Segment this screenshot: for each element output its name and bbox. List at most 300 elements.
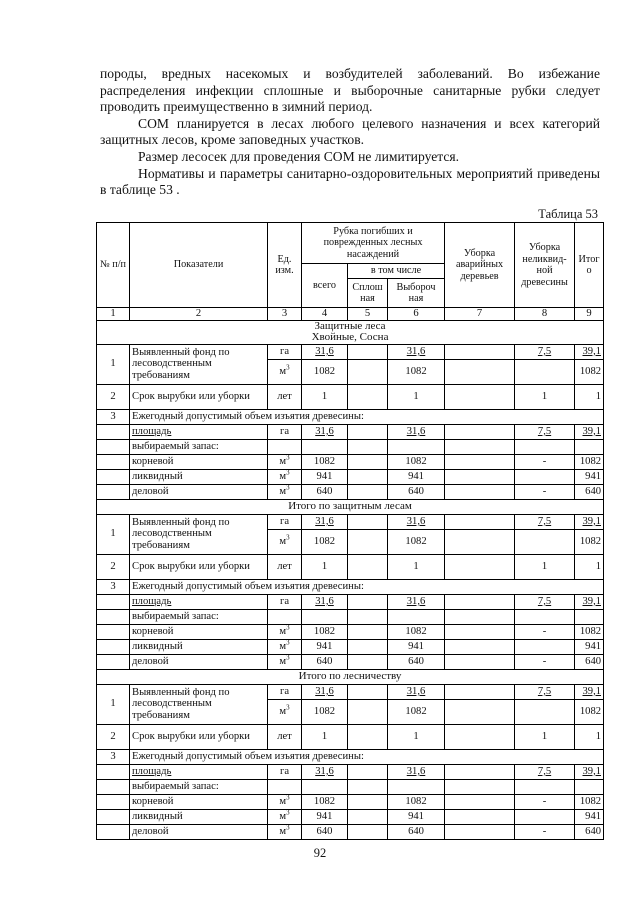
indicator-label: Выявленный фонд по лесоводственным требованиям bbox=[130, 514, 268, 554]
unit-cell bbox=[268, 484, 302, 499]
section-title: Итого по лесничеству bbox=[97, 669, 604, 684]
unit-superscript: 3 bbox=[286, 639, 290, 647]
value-total: 31,6 bbox=[302, 594, 348, 609]
value-selective: 1 bbox=[388, 384, 445, 409]
value-clear bbox=[348, 484, 388, 499]
value-illiquid bbox=[515, 359, 575, 384]
unit-cell: лет bbox=[268, 384, 302, 409]
header-emergency: Уборка аварийных деревьев bbox=[445, 223, 515, 308]
row-number: 2 bbox=[97, 384, 130, 409]
value-emergency bbox=[445, 624, 515, 639]
value-emergency bbox=[445, 684, 515, 699]
value-selective: 31,6 bbox=[388, 684, 445, 699]
table-body bbox=[97, 223, 604, 840]
row-number bbox=[97, 484, 130, 499]
unit-cell bbox=[268, 809, 302, 824]
value-emergency bbox=[445, 424, 515, 439]
value-illiquid: 1 bbox=[515, 724, 575, 749]
value-sum: 1 bbox=[575, 724, 604, 749]
value-illiquid: - bbox=[515, 624, 575, 639]
value-total: 1 bbox=[302, 384, 348, 409]
value-clear bbox=[348, 454, 388, 469]
row-number bbox=[97, 594, 130, 609]
unit-superscript: 3 bbox=[286, 703, 290, 712]
unit-text: м bbox=[279, 825, 287, 837]
value-total: 31,6 bbox=[302, 684, 348, 699]
section-title: Итого по защитным лесам bbox=[97, 499, 604, 514]
row-allowed bbox=[97, 409, 604, 424]
indicator-label: Выявленный фонд по лесоводственным требованиям bbox=[130, 344, 268, 384]
column-number: 4 bbox=[302, 308, 348, 321]
row-number bbox=[97, 809, 130, 824]
indicator-label: корневой bbox=[130, 624, 268, 639]
value-clear bbox=[348, 424, 388, 439]
unit-superscript: 3 bbox=[286, 824, 290, 832]
unit-text: м bbox=[279, 455, 287, 467]
row-business bbox=[97, 654, 604, 669]
empty-cell bbox=[348, 609, 388, 624]
row-number: 3 bbox=[97, 579, 130, 594]
unit-superscript: 3 bbox=[286, 469, 290, 477]
indicator-label: выбираемый запас: bbox=[130, 439, 268, 454]
unit-superscript: 3 bbox=[286, 809, 290, 817]
value-sum: 640 bbox=[575, 654, 604, 669]
unit-superscript: 3 bbox=[286, 794, 290, 802]
header-num: № п/п bbox=[97, 223, 130, 308]
value-emergency bbox=[445, 699, 515, 724]
row-area bbox=[97, 594, 604, 609]
value-emergency bbox=[445, 359, 515, 384]
value-selective: 1 bbox=[388, 724, 445, 749]
row-number bbox=[97, 779, 130, 794]
row-stock bbox=[97, 779, 604, 794]
empty-cell bbox=[268, 439, 302, 454]
empty-cell bbox=[302, 779, 348, 794]
value-sum: 1 bbox=[575, 384, 604, 409]
unit-cell bbox=[268, 529, 302, 554]
value-selective: 941 bbox=[388, 469, 445, 484]
unit-cell bbox=[268, 624, 302, 639]
header-total: всего bbox=[302, 264, 348, 308]
unit-text: м bbox=[279, 810, 287, 822]
value-emergency bbox=[445, 594, 515, 609]
empty-cell bbox=[302, 609, 348, 624]
unit-text: м bbox=[279, 365, 287, 377]
value-sum: 39,1 bbox=[575, 424, 604, 439]
value-selective: 1082 bbox=[388, 359, 445, 384]
unit-text: м bbox=[279, 640, 287, 652]
value-illiquid: 1 bbox=[515, 384, 575, 409]
row-root bbox=[97, 794, 604, 809]
value-clear bbox=[348, 764, 388, 779]
header-unit: Ед. изм. bbox=[268, 223, 302, 308]
value-sum: 1082 bbox=[575, 454, 604, 469]
value-total: 1082 bbox=[302, 624, 348, 639]
column-number: 2 bbox=[130, 308, 268, 321]
indicator-label: площадь bbox=[130, 594, 268, 609]
value-illiquid: - bbox=[515, 824, 575, 839]
value-total: 941 bbox=[302, 639, 348, 654]
value-illiquid: 7,5 bbox=[515, 594, 575, 609]
value-sum: 1 bbox=[575, 554, 604, 579]
header-indicator: Показатели bbox=[130, 223, 268, 308]
value-sum: 39,1 bbox=[575, 594, 604, 609]
header-clear: Сплош ная bbox=[348, 279, 388, 308]
value-clear bbox=[348, 794, 388, 809]
value-clear bbox=[348, 594, 388, 609]
row-liquid bbox=[97, 639, 604, 654]
row-allowed bbox=[97, 749, 604, 764]
header-row-1 bbox=[97, 223, 604, 264]
row-number bbox=[97, 794, 130, 809]
value-sum: 941 bbox=[575, 639, 604, 654]
unit-superscript: 3 bbox=[286, 454, 290, 462]
unit-superscript: 3 bbox=[286, 533, 290, 542]
indicator-label: ликвидный bbox=[130, 639, 268, 654]
value-total: 31,6 bbox=[302, 514, 348, 529]
sanitary-measures-table bbox=[96, 222, 604, 840]
value-clear bbox=[348, 514, 388, 529]
unit-cell: га bbox=[268, 424, 302, 439]
column-number: 1 bbox=[97, 308, 130, 321]
row-found-ha bbox=[97, 344, 604, 359]
value-sum: 39,1 bbox=[575, 684, 604, 699]
indicator-label: деловой bbox=[130, 824, 268, 839]
column-number: 8 bbox=[515, 308, 575, 321]
value-illiquid bbox=[515, 699, 575, 724]
value-total: 1 bbox=[302, 554, 348, 579]
empty-cell bbox=[445, 439, 515, 454]
indicator-label: ликвидный bbox=[130, 809, 268, 824]
value-clear bbox=[348, 654, 388, 669]
row-number: 1 bbox=[97, 514, 130, 554]
empty-cell bbox=[575, 609, 604, 624]
value-illiquid: - bbox=[515, 654, 575, 669]
value-sum: 941 bbox=[575, 469, 604, 484]
row-business bbox=[97, 484, 604, 499]
row-number bbox=[97, 424, 130, 439]
value-total: 1 bbox=[302, 724, 348, 749]
empty-cell bbox=[575, 779, 604, 794]
value-selective: 640 bbox=[388, 824, 445, 839]
indicator-label: корневой bbox=[130, 794, 268, 809]
row-number: 3 bbox=[97, 409, 130, 424]
value-clear bbox=[348, 724, 388, 749]
value-sum: 1082 bbox=[575, 699, 604, 724]
value-selective: 31,6 bbox=[388, 514, 445, 529]
value-selective: 1082 bbox=[388, 454, 445, 469]
value-emergency bbox=[445, 469, 515, 484]
unit-superscript: 3 bbox=[286, 624, 290, 632]
value-emergency bbox=[445, 554, 515, 579]
value-sum: 941 bbox=[575, 809, 604, 824]
value-emergency bbox=[445, 514, 515, 529]
row-root bbox=[97, 454, 604, 469]
value-total: 1082 bbox=[302, 529, 348, 554]
unit-cell bbox=[268, 794, 302, 809]
value-illiquid: - bbox=[515, 454, 575, 469]
value-illiquid bbox=[515, 469, 575, 484]
value-selective: 31,6 bbox=[388, 424, 445, 439]
empty-cell bbox=[515, 439, 575, 454]
row-area bbox=[97, 424, 604, 439]
row-term bbox=[97, 554, 604, 579]
unit-cell bbox=[268, 639, 302, 654]
empty-cell bbox=[388, 779, 445, 794]
row-liquid bbox=[97, 469, 604, 484]
row-business bbox=[97, 824, 604, 839]
body-text bbox=[100, 66, 600, 199]
value-illiquid: - bbox=[515, 484, 575, 499]
value-selective: 31,6 bbox=[388, 764, 445, 779]
indicator-label: ликвидный bbox=[130, 469, 268, 484]
indicator-label: Срок вырубки или уборки bbox=[130, 384, 268, 409]
unit-cell bbox=[268, 454, 302, 469]
paragraph-2: СОМ планируется в лесах любого целевого назначения и всех категорий защитных лесов, кроме заповедных участков. bbox=[100, 115, 600, 148]
value-clear bbox=[348, 359, 388, 384]
header-selective: Выбороч ная bbox=[388, 279, 445, 308]
value-total: 31,6 bbox=[302, 424, 348, 439]
indicator-label: выбираемый запас: bbox=[130, 779, 268, 794]
column-numbers-row bbox=[97, 308, 604, 321]
value-selective: 1082 bbox=[388, 624, 445, 639]
value-illiquid: - bbox=[515, 794, 575, 809]
empty-cell bbox=[515, 609, 575, 624]
value-sum: 1082 bbox=[575, 359, 604, 384]
value-clear bbox=[348, 624, 388, 639]
value-clear bbox=[348, 344, 388, 359]
value-illiquid: 7,5 bbox=[515, 764, 575, 779]
unit-text: м bbox=[279, 470, 287, 482]
indicator-label: деловой bbox=[130, 654, 268, 669]
unit-text: м bbox=[279, 655, 287, 667]
indicator-label: Срок вырубки или уборки bbox=[130, 554, 268, 579]
value-clear bbox=[348, 554, 388, 579]
unit-cell bbox=[268, 654, 302, 669]
value-illiquid: 7,5 bbox=[515, 344, 575, 359]
row-term bbox=[97, 384, 604, 409]
indicator-label: деловой bbox=[130, 484, 268, 499]
value-total: 640 bbox=[302, 654, 348, 669]
value-selective: 1082 bbox=[388, 699, 445, 724]
value-illiquid bbox=[515, 529, 575, 554]
value-emergency bbox=[445, 529, 515, 554]
unit-cell bbox=[268, 699, 302, 724]
value-selective: 941 bbox=[388, 809, 445, 824]
column-number: 5 bbox=[348, 308, 388, 321]
value-illiquid: 7,5 bbox=[515, 424, 575, 439]
value-total: 941 bbox=[302, 469, 348, 484]
column-number: 6 bbox=[388, 308, 445, 321]
unit-text: м bbox=[279, 795, 287, 807]
empty-cell bbox=[388, 609, 445, 624]
unit-text: м bbox=[279, 705, 287, 717]
unit-cell bbox=[268, 469, 302, 484]
value-total: 31,6 bbox=[302, 764, 348, 779]
value-sum: 640 bbox=[575, 484, 604, 499]
unit-superscript: 3 bbox=[286, 654, 290, 662]
unit-text: м bbox=[279, 485, 287, 497]
column-number: 3 bbox=[268, 308, 302, 321]
section-title-row bbox=[97, 320, 604, 344]
unit-superscript: 3 bbox=[286, 484, 290, 492]
empty-cell bbox=[348, 439, 388, 454]
empty-cell bbox=[348, 779, 388, 794]
row-stock bbox=[97, 439, 604, 454]
value-selective: 1082 bbox=[388, 794, 445, 809]
value-total: 31,6 bbox=[302, 344, 348, 359]
row-number bbox=[97, 764, 130, 779]
value-sum: 1082 bbox=[575, 794, 604, 809]
value-selective: 31,6 bbox=[388, 594, 445, 609]
value-emergency bbox=[445, 344, 515, 359]
section-title-row bbox=[97, 499, 604, 514]
unit-cell: лет bbox=[268, 724, 302, 749]
value-emergency bbox=[445, 794, 515, 809]
table-caption: Таблица 53 bbox=[538, 207, 598, 221]
paragraph-4: Нормативы и параметры санитарно-оздоровительных мероприятий приведены в таблице 53 . bbox=[100, 165, 600, 198]
value-clear bbox=[348, 469, 388, 484]
value-sum: 640 bbox=[575, 824, 604, 839]
row-number bbox=[97, 439, 130, 454]
value-total: 941 bbox=[302, 809, 348, 824]
row-number: 1 bbox=[97, 344, 130, 384]
indicator-label: выбираемый запас: bbox=[130, 609, 268, 624]
row-number: 1 bbox=[97, 684, 130, 724]
row-number bbox=[97, 824, 130, 839]
indicator-label: корневой bbox=[130, 454, 268, 469]
unit-superscript: 3 bbox=[286, 363, 290, 372]
unit-text: м bbox=[279, 625, 287, 637]
column-number: 7 bbox=[445, 308, 515, 321]
header-sum: Итог о bbox=[575, 223, 604, 308]
value-sum: 39,1 bbox=[575, 514, 604, 529]
value-clear bbox=[348, 529, 388, 554]
row-stock bbox=[97, 609, 604, 624]
row-number: 2 bbox=[97, 554, 130, 579]
value-total: 1082 bbox=[302, 359, 348, 384]
indicator-label: площадь bbox=[130, 764, 268, 779]
empty-cell bbox=[445, 609, 515, 624]
row-number bbox=[97, 639, 130, 654]
unit-cell: га bbox=[268, 684, 302, 699]
value-emergency bbox=[445, 639, 515, 654]
unit-text: м bbox=[279, 535, 287, 547]
row-found-ha bbox=[97, 514, 604, 529]
unit-cell bbox=[268, 824, 302, 839]
row-allowed bbox=[97, 579, 604, 594]
value-emergency bbox=[445, 724, 515, 749]
empty-cell bbox=[268, 609, 302, 624]
value-total: 1082 bbox=[302, 454, 348, 469]
row-area bbox=[97, 764, 604, 779]
row-number: 2 bbox=[97, 724, 130, 749]
indicator-label: площадь bbox=[130, 424, 268, 439]
row-number bbox=[97, 609, 130, 624]
value-selective: 640 bbox=[388, 484, 445, 499]
empty-cell bbox=[302, 439, 348, 454]
empty-cell bbox=[445, 779, 515, 794]
header-illiquid: Уборка неликвид-ной древесины bbox=[515, 223, 575, 308]
value-selective: 941 bbox=[388, 639, 445, 654]
row-number bbox=[97, 469, 130, 484]
value-emergency bbox=[445, 454, 515, 469]
value-selective: 1082 bbox=[388, 529, 445, 554]
empty-cell bbox=[515, 779, 575, 794]
value-sum: 39,1 bbox=[575, 344, 604, 359]
value-clear bbox=[348, 684, 388, 699]
value-illiquid bbox=[515, 809, 575, 824]
indicator-label: Ежегодный допустимый объем изъятия древесины: bbox=[130, 579, 604, 594]
value-emergency bbox=[445, 824, 515, 839]
empty-cell bbox=[575, 439, 604, 454]
empty-cell bbox=[388, 439, 445, 454]
unit-cell: га bbox=[268, 514, 302, 529]
empty-cell bbox=[268, 779, 302, 794]
value-illiquid: 1 bbox=[515, 554, 575, 579]
value-emergency bbox=[445, 384, 515, 409]
value-sum: 39,1 bbox=[575, 764, 604, 779]
value-illiquid bbox=[515, 639, 575, 654]
value-emergency bbox=[445, 764, 515, 779]
value-selective: 31,6 bbox=[388, 344, 445, 359]
unit-cell: га bbox=[268, 764, 302, 779]
value-emergency bbox=[445, 654, 515, 669]
indicator-label: Выявленный фонд по лесоводственным требованиям bbox=[130, 684, 268, 724]
section-title: Защитные леса Хвойные, Сосна bbox=[97, 320, 604, 344]
paragraph-3: Размер лесосек для проведения СОМ не лимитируется. bbox=[138, 148, 460, 164]
row-found-ha bbox=[97, 684, 604, 699]
value-selective: 1 bbox=[388, 554, 445, 579]
value-total: 640 bbox=[302, 484, 348, 499]
value-clear bbox=[348, 824, 388, 839]
indicator-label: Срок вырубки или уборки bbox=[130, 724, 268, 749]
indicator-label: Ежегодный допустимый объем изъятия древесины: bbox=[130, 409, 604, 424]
value-total: 640 bbox=[302, 824, 348, 839]
value-clear bbox=[348, 384, 388, 409]
value-emergency bbox=[445, 484, 515, 499]
value-selective: 640 bbox=[388, 654, 445, 669]
unit-cell: лет bbox=[268, 554, 302, 579]
row-term bbox=[97, 724, 604, 749]
unit-cell bbox=[268, 359, 302, 384]
section-title-row bbox=[97, 669, 604, 684]
value-sum: 1082 bbox=[575, 624, 604, 639]
value-illiquid: 7,5 bbox=[515, 684, 575, 699]
unit-cell: га bbox=[268, 344, 302, 359]
paragraph-1: породы, вредных насекомых и возбудителей заболеваний. Во избежание распределения инфекции сплошные и выборочные санитарные рубки следует проводить преимущественно в зимний период. bbox=[100, 66, 600, 115]
value-emergency bbox=[445, 809, 515, 824]
row-number bbox=[97, 654, 130, 669]
row-number bbox=[97, 624, 130, 639]
header-cutting: Рубка погибших и поврежденных лесных насаждений bbox=[302, 223, 445, 264]
value-sum: 1082 bbox=[575, 529, 604, 554]
row-number: 3 bbox=[97, 749, 130, 764]
row-liquid bbox=[97, 809, 604, 824]
value-clear bbox=[348, 639, 388, 654]
value-total: 1082 bbox=[302, 699, 348, 724]
column-number: 9 bbox=[575, 308, 604, 321]
page-number: 92 bbox=[313, 846, 327, 860]
value-illiquid: 7,5 bbox=[515, 514, 575, 529]
indicator-label: Ежегодный допустимый объем изъятия древесины: bbox=[130, 749, 604, 764]
row-number bbox=[97, 454, 130, 469]
unit-cell: га bbox=[268, 594, 302, 609]
header-incl: в том числе bbox=[348, 264, 445, 279]
value-total: 1082 bbox=[302, 794, 348, 809]
value-clear bbox=[348, 809, 388, 824]
value-clear bbox=[348, 699, 388, 724]
